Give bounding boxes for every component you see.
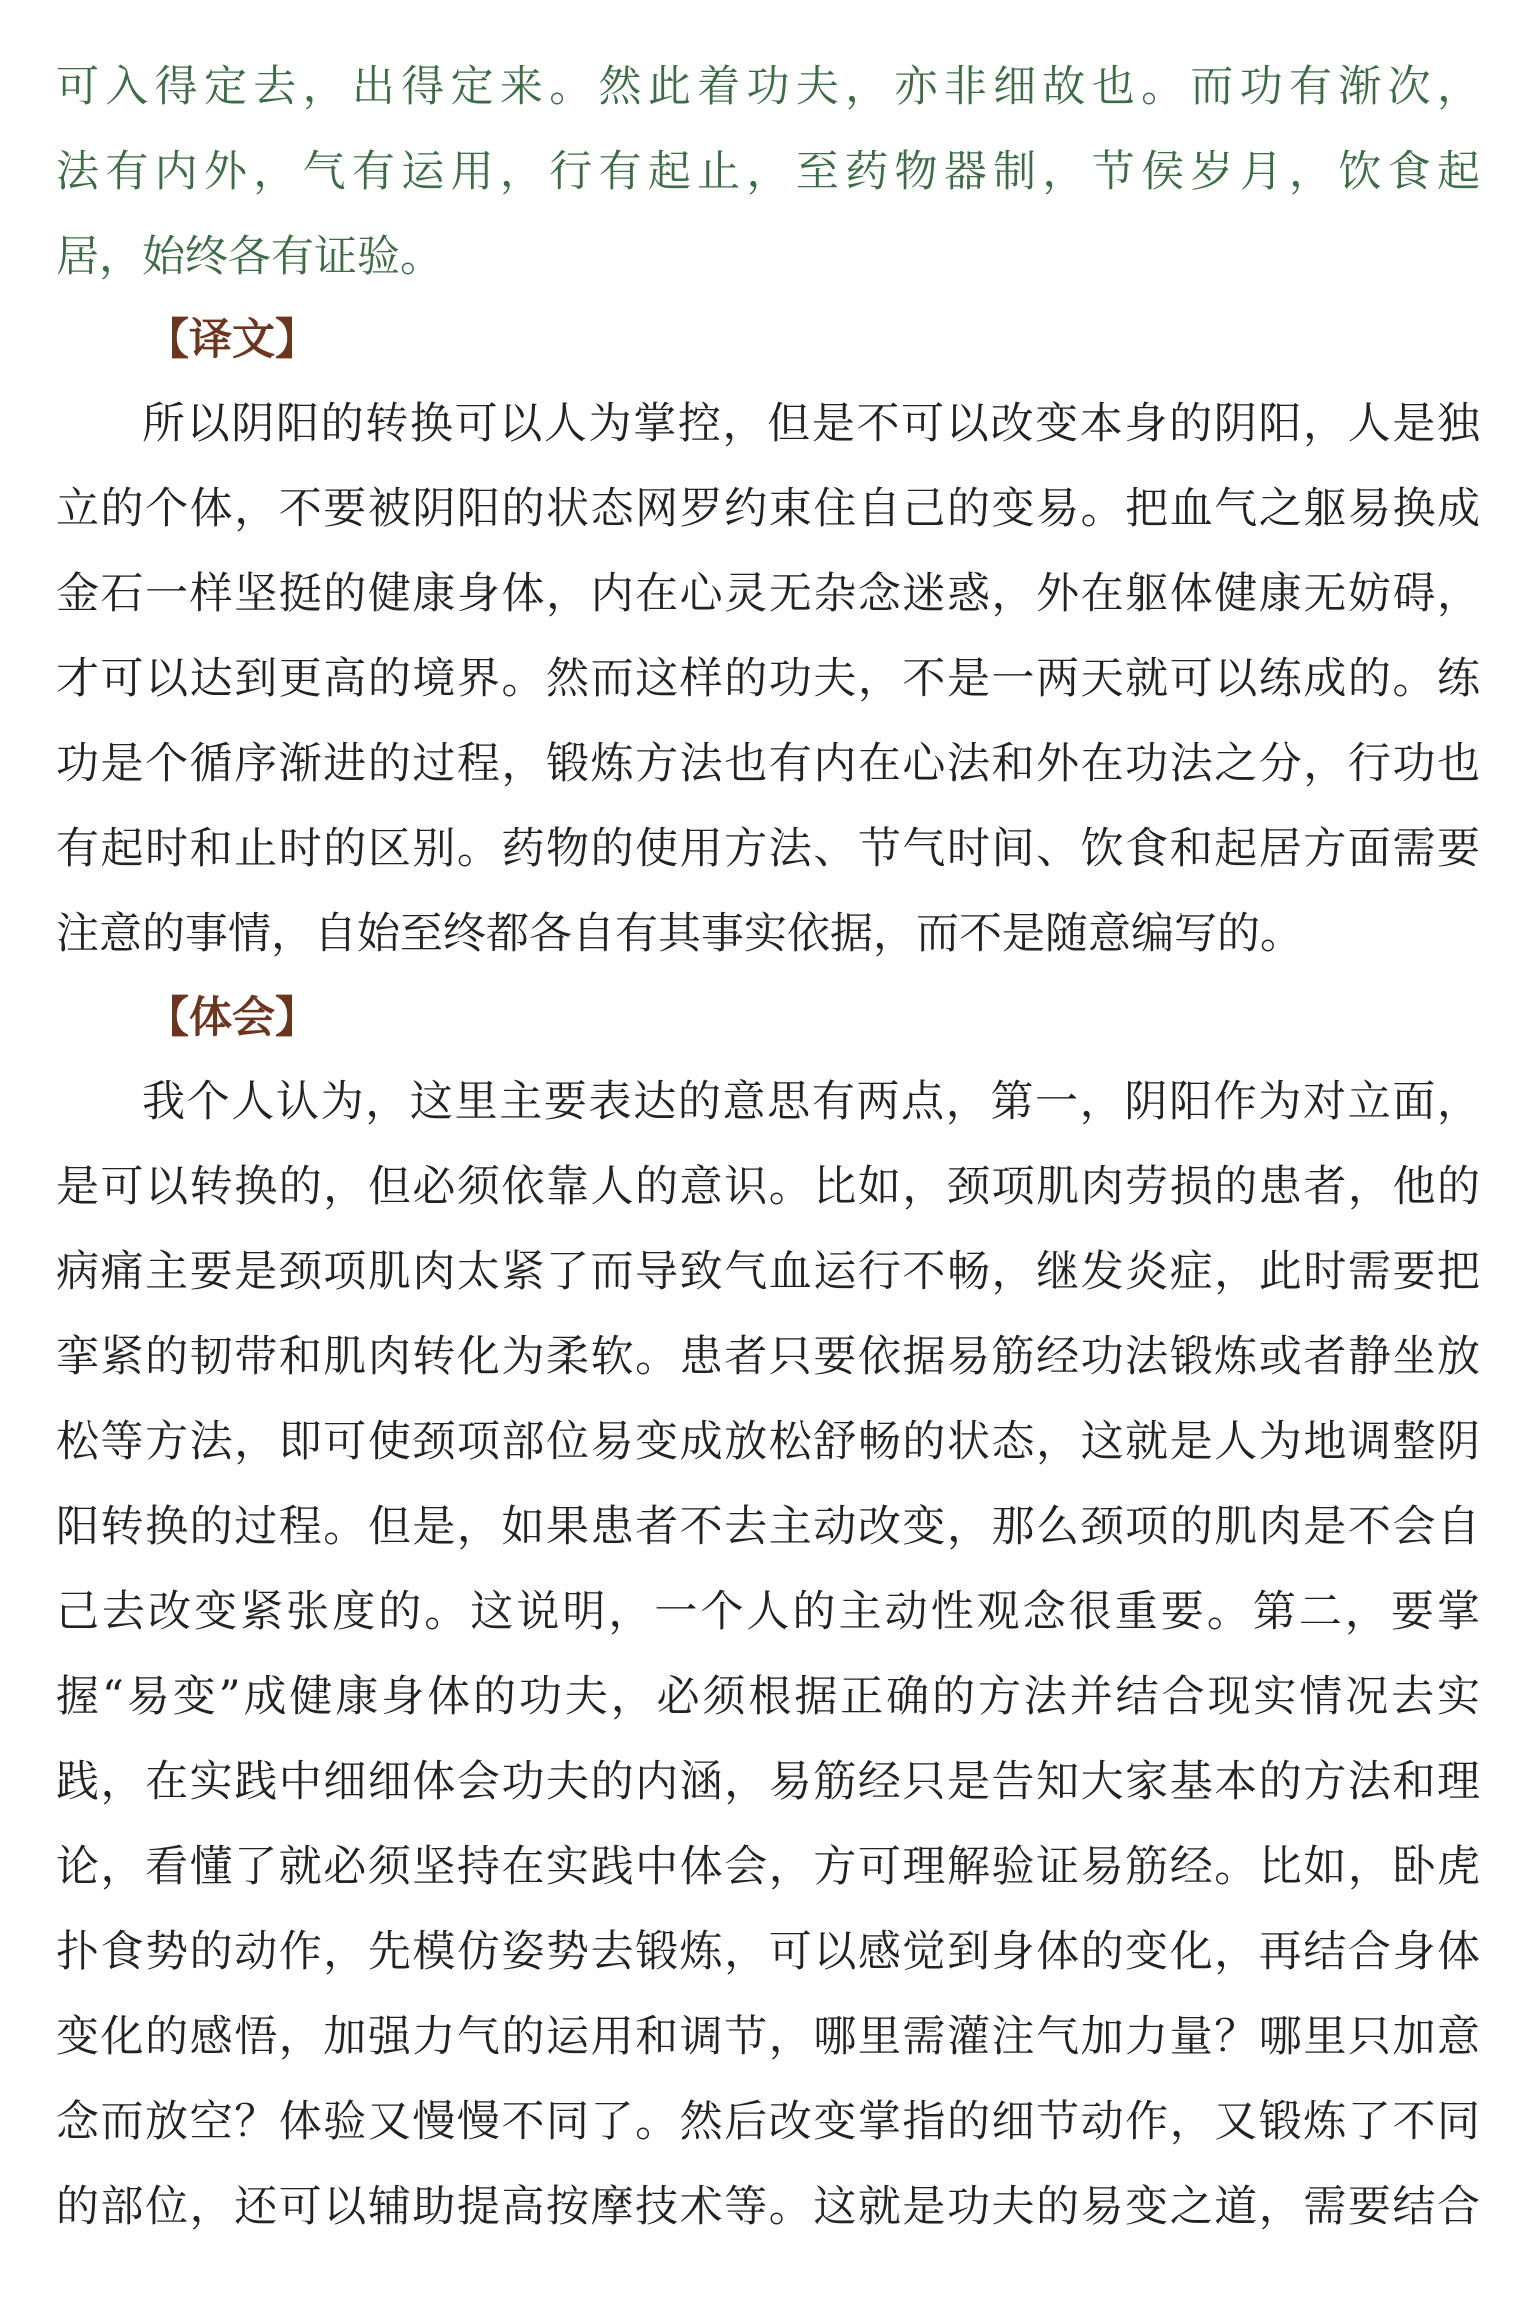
classical-text-line-2: 法有内外，气有运用，行有起止，至药物器制，节侯岁月，饮食起 (56, 147, 1480, 197)
reflection-line-14: 的部位，还可以辅助提高按摩技术等。这就是功夫的易变之道，需要结合 (56, 2182, 1480, 2232)
reflection-line-1: 我个人认为，这里主要表达的意思有两点，第一，阴阳作为对立面， (142, 1077, 1480, 1127)
reflection-line-12: 变化的感悟，加强力气的运用和调节，哪里需灌注气加力量？哪里只加意 (56, 2012, 1480, 2062)
reflection-heading: 【体会】 (146, 993, 318, 1043)
reflection-line-11: 扑食势的动作，先模仿姿势去锻炼，可以感觉到身体的变化，再结合身体 (56, 1927, 1480, 1977)
reflection-line-10: 论，看懂了就必须坚持在实践中体会，方可理解验证易筋经。比如，卧虎 (56, 1842, 1480, 1892)
reflection-line-13: 念而放空？体验又慢慢不同了。然后改变掌指的细节动作，又锻炼了不同 (56, 2097, 1480, 2147)
reflection-line-8: 握“易变”成健康身体的功夫，必须根据正确的方法并结合现实情况去实 (56, 1672, 1480, 1722)
reflection-line-4: 挛紧的韧带和肌肉转化为柔软。患者只要依据易筋经功法锻炼或者静坐放 (56, 1332, 1480, 1382)
translation-line-4: 才可以达到更高的境界。然而这样的功夫，不是一两天就可以练成的。练 (56, 654, 1480, 704)
translation-line-7: 注意的事情，自始至终都各自有其事实依据，而不是随意编写的。 (56, 909, 1303, 959)
reflection-line-6: 阳转换的过程。但是，如果患者不去主动改变，那么颈项的肌肉是不会自 (56, 1502, 1480, 1552)
reflection-line-7: 己去改变紧张度的。这说明，一个人的主动性观念很重要。第二，要掌 (56, 1587, 1480, 1637)
reflection-line-5: 松等方法，即可使颈项部位易变成放松舒畅的状态，这就是人为地调整阴 (56, 1417, 1480, 1467)
translation-line-2: 立的个体，不要被阴阳的状态网罗约束住自己的变易。把血气之躯易换成 (56, 484, 1480, 534)
classical-text-line-3: 居，始终各有证验。 (56, 232, 443, 282)
translation-line-3: 金石一样坚挺的健康身体，内在心灵无杂念迷惑，外在躯体健康无妨碍， (56, 569, 1480, 619)
translation-line-1: 所以阴阳的转换可以人为掌控，但是不可以改变本身的阴阳，人是独 (142, 399, 1480, 449)
reflection-line-2: 是可以转换的，但必须依靠人的意识。比如，颈项肌肉劳损的患者，他的 (56, 1162, 1480, 1212)
translation-line-5: 功是个循序渐进的过程，锻炼方法也有内在心法和外在功法之分，行功也 (56, 739, 1480, 789)
translation-heading: 【译文】 (146, 315, 318, 365)
translation-line-6: 有起时和止时的区别。药物的使用方法、节气时间、饮食和起居方面需要 (56, 824, 1480, 874)
reflection-line-9: 践，在实践中细细体会功夫的内涵，易筋经只是告知大家基本的方法和理 (56, 1757, 1480, 1807)
reflection-line-3: 病痛主要是颈项肌肉太紧了而导致气血运行不畅，继发炎症，此时需要把 (56, 1247, 1480, 1297)
classical-text-line-1: 可入得定去，出得定来。然此着功夫，亦非细故也。而功有渐次， (56, 62, 1480, 112)
